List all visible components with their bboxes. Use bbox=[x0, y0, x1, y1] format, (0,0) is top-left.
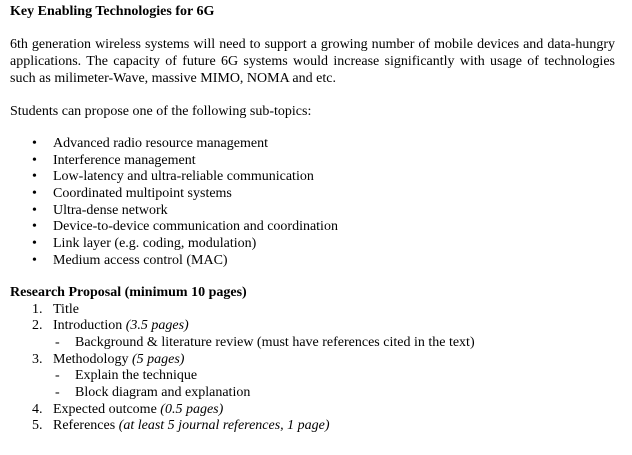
subtopic-label: Coordinated multipoint systems bbox=[53, 186, 232, 202]
bullet-icon: • bbox=[32, 186, 37, 202]
step-note: (0.5 pages) bbox=[160, 401, 224, 417]
sub-item-label: Block diagram and explanation bbox=[75, 384, 251, 400]
step-label: Methodology bbox=[53, 351, 132, 367]
subtopic-label: Link layer (e.g. coding, modulation) bbox=[53, 236, 257, 252]
list-item bbox=[10, 202, 615, 219]
step-label: Expected outcome bbox=[53, 401, 161, 417]
step-sublist bbox=[10, 334, 615, 351]
spacer bbox=[10, 269, 615, 284]
step-note: (5 pages) bbox=[131, 351, 185, 367]
step-number: 2. bbox=[32, 318, 43, 334]
subtopic-label: Low-latency and ultra-reliable communication bbox=[53, 169, 314, 185]
list-item bbox=[10, 252, 615, 269]
step-number: 1. bbox=[32, 301, 43, 317]
proposal-step bbox=[10, 317, 615, 334]
step-label: References bbox=[53, 418, 119, 434]
subtopic-label: Ultra-dense network bbox=[53, 202, 168, 218]
bullet-icon: • bbox=[32, 252, 37, 268]
sub-item-label: Background & literature review (must have references cited in the text) bbox=[75, 334, 475, 350]
step-sublist bbox=[10, 367, 615, 400]
proposal-steps bbox=[10, 301, 615, 435]
step-number: 5. bbox=[32, 418, 43, 434]
dash-icon: - bbox=[55, 334, 60, 350]
proposal-step bbox=[10, 401, 615, 418]
spacer bbox=[10, 20, 615, 36]
step-note: (3.5 pages) bbox=[125, 318, 189, 334]
bullet-icon: • bbox=[32, 236, 37, 252]
proposal-step bbox=[10, 301, 615, 318]
dash-icon: - bbox=[55, 368, 60, 384]
step-label: Title bbox=[53, 301, 79, 317]
list-item bbox=[10, 235, 615, 252]
list-item bbox=[10, 168, 615, 185]
bullet-icon: • bbox=[32, 169, 37, 185]
list-item bbox=[10, 384, 615, 401]
bullet-icon: • bbox=[32, 136, 37, 151]
proposal-heading: Research Proposal (minimum 10 pages) bbox=[10, 284, 247, 300]
sub-item-label: Explain the technique bbox=[75, 368, 198, 384]
step-note: (at least 5 journal references, 1 page) bbox=[118, 418, 330, 434]
document-page bbox=[10, 3, 615, 434]
subtopic-label: Device-to-device communication and coordination bbox=[53, 219, 338, 235]
bullet-icon: • bbox=[32, 202, 37, 218]
step-label: Introduction bbox=[53, 318, 126, 334]
step-number: 4. bbox=[32, 401, 43, 417]
page-title: Key Enabling Technologies for 6G bbox=[10, 4, 215, 19]
intro-paragraph: 6th generation wireless systems will need to support a growing number of mobile devices and data-hungry applications. The capacity of future 6G systems would increase significantly with usage of technologies such as milimeter-Wave, massive MIMO, NOMA and etc. bbox=[10, 37, 615, 86]
list-item bbox=[10, 185, 615, 202]
list-item bbox=[10, 135, 615, 152]
list-item bbox=[10, 367, 615, 384]
list-item bbox=[10, 152, 615, 169]
spacer bbox=[10, 87, 615, 103]
list-item bbox=[10, 218, 615, 235]
subtopics-intro: Students can propose one of the following sub-topics: bbox=[10, 104, 312, 119]
dash-icon: - bbox=[55, 384, 60, 400]
bullet-icon: • bbox=[32, 152, 37, 168]
subtopic-label: Interference management bbox=[53, 152, 196, 168]
bullet-icon: • bbox=[32, 219, 37, 235]
subtopic-label: Medium access control (MAC) bbox=[53, 252, 228, 268]
step-number: 3. bbox=[32, 351, 43, 367]
spacer bbox=[10, 120, 615, 135]
subtopic-list bbox=[10, 135, 615, 269]
subtopic-label: Advanced radio resource management bbox=[53, 136, 268, 151]
proposal-step bbox=[10, 351, 615, 368]
proposal-step bbox=[10, 417, 615, 434]
list-item bbox=[10, 334, 615, 351]
